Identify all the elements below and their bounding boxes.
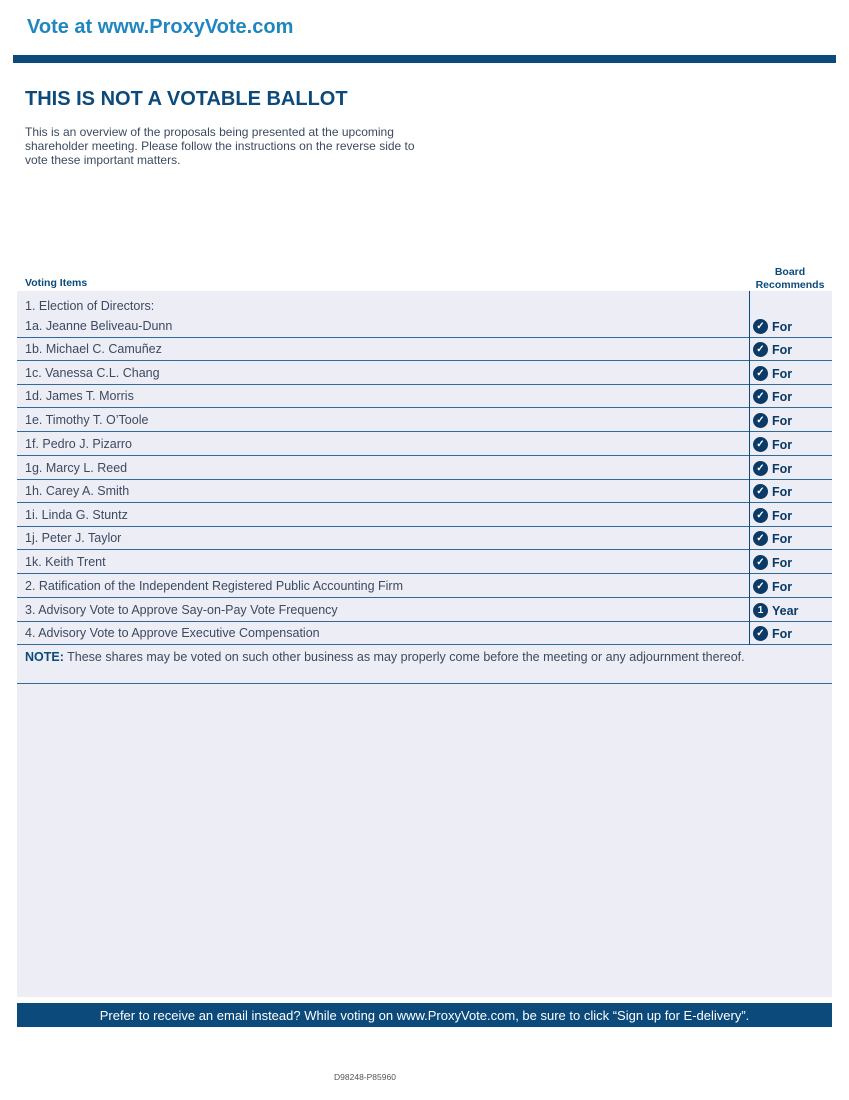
recommendation-text: For bbox=[772, 413, 793, 428]
board-recommendation bbox=[753, 366, 792, 381]
document-code: D98248-P85960 bbox=[334, 1072, 396, 1082]
board-recommendation bbox=[753, 508, 792, 523]
check-circle-icon: ✓ bbox=[753, 437, 768, 452]
board-recommendation bbox=[753, 437, 792, 452]
check-circle-icon: ✓ bbox=[753, 413, 768, 428]
row-label: 1k. Keith Trent bbox=[25, 555, 106, 569]
recommendation-text: For bbox=[772, 626, 793, 641]
row-label: 3. Advisory Vote to Approve Say-on-Pay Vote Frequency bbox=[25, 603, 338, 617]
recommendation-text: Year bbox=[772, 603, 799, 618]
check-circle-icon: ✓ bbox=[753, 531, 768, 546]
row-label: 4. Advisory Vote to Approve Executive Compensation bbox=[25, 626, 320, 640]
table-row bbox=[17, 550, 832, 574]
board-recommendation bbox=[753, 603, 798, 618]
recommendation-text: For bbox=[772, 508, 793, 523]
check-circle-icon: ✓ bbox=[753, 626, 768, 641]
table-row bbox=[17, 385, 832, 408]
board-recommendation bbox=[753, 461, 792, 476]
recommendation-text: For bbox=[772, 461, 793, 476]
board-recommendation bbox=[753, 555, 792, 570]
board-recommendation bbox=[753, 484, 792, 499]
table-row bbox=[17, 432, 832, 456]
table-row bbox=[17, 527, 832, 550]
note bbox=[25, 651, 765, 664]
row-preface-label: 1. Election of Directors: bbox=[25, 299, 155, 313]
check-circle-icon: ✓ bbox=[753, 461, 768, 476]
row-label: 1f. Pedro J. Pizarro bbox=[25, 437, 132, 451]
row-label: 1j. Peter J. Taylor bbox=[25, 531, 122, 545]
column-header-board-recommends: Board Recommends bbox=[755, 266, 825, 291]
recommendation-text: For bbox=[772, 366, 793, 381]
row-label: 1a. Jeanne Beliveau-Dunn bbox=[25, 319, 173, 333]
recommendation-text: For bbox=[772, 342, 793, 357]
recommendation-text: For bbox=[772, 484, 793, 499]
check-circle-icon: ✓ bbox=[753, 319, 768, 334]
check-circle-icon: ✓ bbox=[753, 555, 768, 570]
table-row bbox=[17, 456, 832, 480]
check-circle-icon: ✓ bbox=[753, 366, 768, 381]
table-row bbox=[17, 503, 832, 527]
row-label: 1g. Marcy L. Reed bbox=[25, 461, 128, 475]
row-label: 1b. Michael C. Camuñez bbox=[25, 342, 162, 356]
note-label: NOTE: bbox=[25, 650, 64, 664]
board-recommendation bbox=[753, 413, 792, 428]
row-label: 1d. James T. Morris bbox=[25, 389, 134, 403]
table-row bbox=[17, 291, 832, 338]
column-header-voting-items: Voting Items bbox=[25, 277, 88, 289]
column-divider bbox=[749, 291, 750, 645]
recommendation-text: For bbox=[772, 531, 793, 546]
board-recommendation bbox=[753, 319, 792, 334]
check-circle-icon: ✓ bbox=[753, 389, 768, 404]
board-recommendation bbox=[753, 531, 792, 546]
row-label: 1i. Linda G. Stuntz bbox=[25, 508, 128, 522]
check-circle-icon: ✓ bbox=[753, 579, 768, 594]
number-one-icon: 1 bbox=[753, 603, 768, 618]
header-title: Vote at www.ProxyVote.com bbox=[27, 16, 294, 38]
recommendation-text: For bbox=[772, 389, 793, 404]
footer-text: Prefer to receive an email instead? While voting on www.ProxyVote.com, be sure to click “Sign up for E-delivery”. bbox=[99, 1007, 750, 1023]
check-circle-icon: ✓ bbox=[753, 484, 768, 499]
check-circle-icon: ✓ bbox=[753, 508, 768, 523]
table-row bbox=[17, 408, 832, 432]
recommendation-text: For bbox=[772, 437, 793, 452]
header-rule bbox=[13, 55, 836, 63]
board-recommendation bbox=[753, 626, 792, 641]
table-row bbox=[17, 622, 832, 645]
table-row bbox=[17, 361, 832, 385]
intro-text: This is an overview of the proposals being presented at the upcoming shareholder meeting. Please follow the instructions on the reverse side to vote these important matters. bbox=[25, 125, 415, 167]
row-label: 1e. Timothy T. O’Toole bbox=[25, 413, 149, 427]
board-recommendation bbox=[753, 342, 792, 357]
table-row bbox=[17, 338, 832, 361]
note-text: These shares may be voted on such other business as may properly come before the meeting or any adjournment thereof. bbox=[63, 650, 745, 664]
notice-heading: THIS IS NOT A VOTABLE BALLOT bbox=[25, 88, 348, 110]
note-rule bbox=[17, 683, 832, 684]
recommendation-text: For bbox=[772, 579, 793, 594]
check-circle-icon: ✓ bbox=[753, 342, 768, 357]
row-label: 1c. Vanessa C.L. Chang bbox=[25, 366, 160, 380]
recommendation-text: For bbox=[772, 319, 793, 334]
footer-bar bbox=[17, 1003, 832, 1027]
table-row bbox=[17, 598, 832, 622]
recommendation-text: For bbox=[772, 555, 793, 570]
board-recommendation bbox=[753, 389, 792, 404]
row-label: 1h. Carey A. Smith bbox=[25, 484, 130, 498]
row-label: 2. Ratification of the Independent Registered Public Accounting Firm bbox=[25, 579, 403, 593]
board-recommendation bbox=[753, 579, 792, 594]
table-row bbox=[17, 480, 832, 503]
table-row bbox=[17, 574, 832, 598]
